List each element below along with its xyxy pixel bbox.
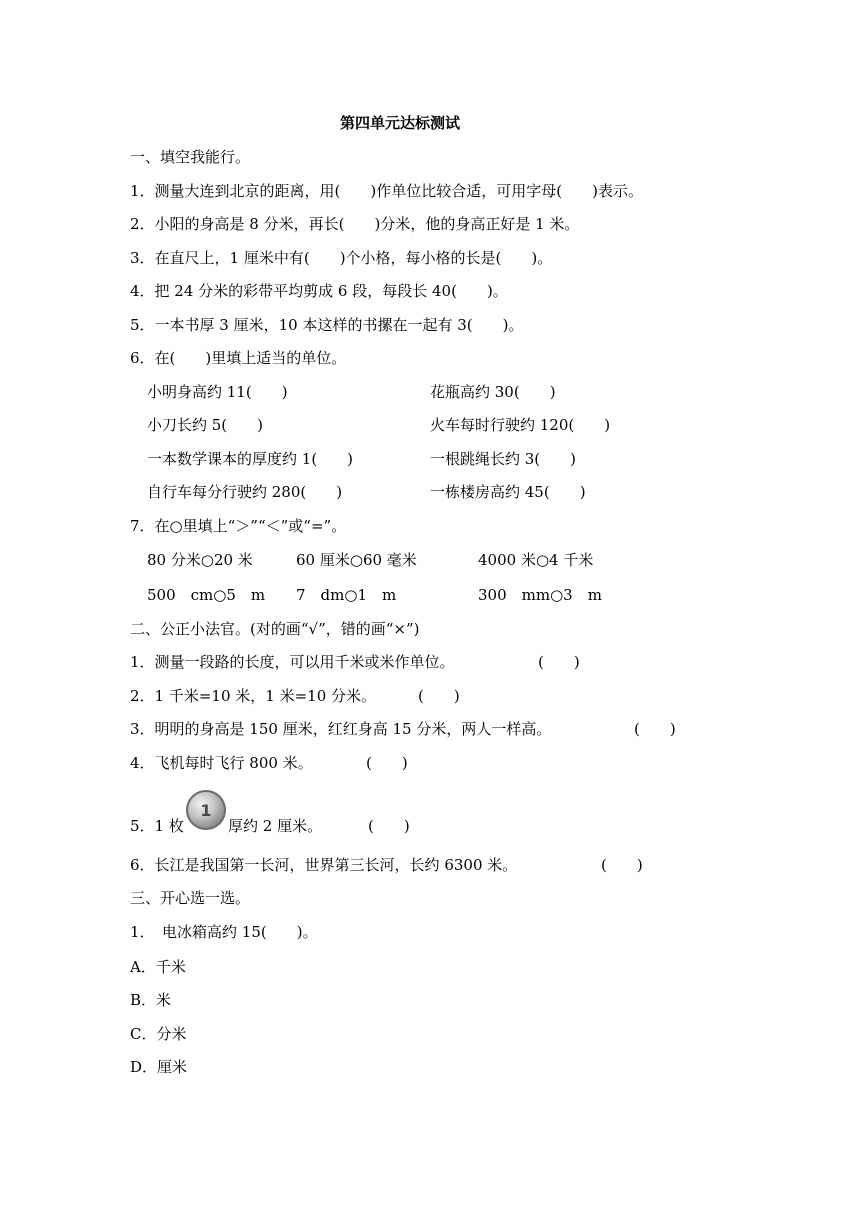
question-1-2: 2．小阳的身高是 8 分米，再长( )分米，他的身高正好是 1 米。 <box>130 215 580 233</box>
q7-item-d: 500 cm○5 m <box>147 586 266 604</box>
answer-paren-2-6: ( ) <box>601 856 643 874</box>
q6-item-h: 一栋楼房高约 45( ) <box>430 483 586 501</box>
coin-label: 1 <box>200 800 212 820</box>
q7-item-b: 60 厘米○60 毫米 <box>296 551 417 569</box>
answer-paren-2-1: ( ) <box>538 653 580 671</box>
question-2-4: 4．飞机每时飞行 800 米。 <box>130 754 313 772</box>
option-c: C．分米 <box>130 1025 187 1043</box>
answer-paren-2-4: ( ) <box>366 754 408 772</box>
answer-paren-2-2: ( ) <box>418 687 460 705</box>
q6-item-d: 火车每时行驶约 120( ) <box>430 416 611 434</box>
q6-item-b: 花瓶高约 30( ) <box>430 383 556 401</box>
q7-item-c: 4000 米○4 千米 <box>478 551 594 569</box>
answer-paren-2-3: ( ) <box>634 720 676 738</box>
question-2-5-suffix: 厚约 2 厘米。 <box>228 817 323 835</box>
option-a: A．千米 <box>130 958 186 976</box>
q7-item-a: 80 分米○20 米 <box>147 551 253 569</box>
q7-item-f: 300 mm○3 m <box>478 586 602 604</box>
question-1-3: 3．在直尺上，1 厘米中有( )个小格，每小格的长是( )。 <box>130 249 553 267</box>
question-1-4: 4．把 24 分米的彩带平均剪成 6 段，每段长 40( )。 <box>130 282 508 300</box>
q6-item-e: 一本数学课本的厚度约 1( ) <box>147 450 354 468</box>
q6-item-g: 自行车每分行驶约 280( ) <box>147 483 343 501</box>
question-2-6: 6．长江是我国第一长河，世界第三长河，长约 6300 米。 <box>130 856 518 874</box>
coin-icon <box>186 790 226 830</box>
question-1-7: 7．在○里填上“＞”“＜”或“=”。 <box>130 517 347 535</box>
question-2-1: 1．测量一段路的长度，可以用千米或米作单位。 <box>130 653 455 671</box>
question-2-3: 3．明明的身高是 150 厘米，红红身高 15 分米，两人一样高。 <box>130 720 552 738</box>
question-2-5-prefix: 5．1 枚 <box>130 817 184 835</box>
question-1-5: 5．一本书厚 3 厘米，10 本这样的书摞在一起有 3( )。 <box>130 316 524 334</box>
q7-item-e: 7 dm○1 m <box>296 586 397 604</box>
q6-item-f: 一根跳绳长约 3( ) <box>430 450 577 468</box>
section2-heading: 二、公正小法官。(对的画“√”，错的画“×”) <box>130 620 420 638</box>
section1-heading: 一、填空我能行。 <box>130 148 251 166</box>
answer-paren-2-5: ( ) <box>368 817 410 835</box>
q6-item-a: 小明身高约 11( ) <box>147 383 288 401</box>
option-b: B．米 <box>130 991 172 1009</box>
page-title: 第四单元达标测试 <box>340 114 461 132</box>
question-3-1: 1． 电冰箱高约 15( )。 <box>130 923 318 941</box>
q6-item-c: 小刀长约 5( ) <box>147 416 264 434</box>
question-1-6: 6．在( )里填上适当的单位。 <box>130 349 347 367</box>
option-d: D．厘米 <box>130 1058 188 1076</box>
question-2-2: 2．1 千米=10 米，1 米=10 分米。 <box>130 687 377 705</box>
section3-heading: 三、开心选一选。 <box>130 889 251 907</box>
question-1-1: 1．测量大连到北京的距离，用( )作单位比较合适，可用字母( )表示。 <box>130 182 643 200</box>
